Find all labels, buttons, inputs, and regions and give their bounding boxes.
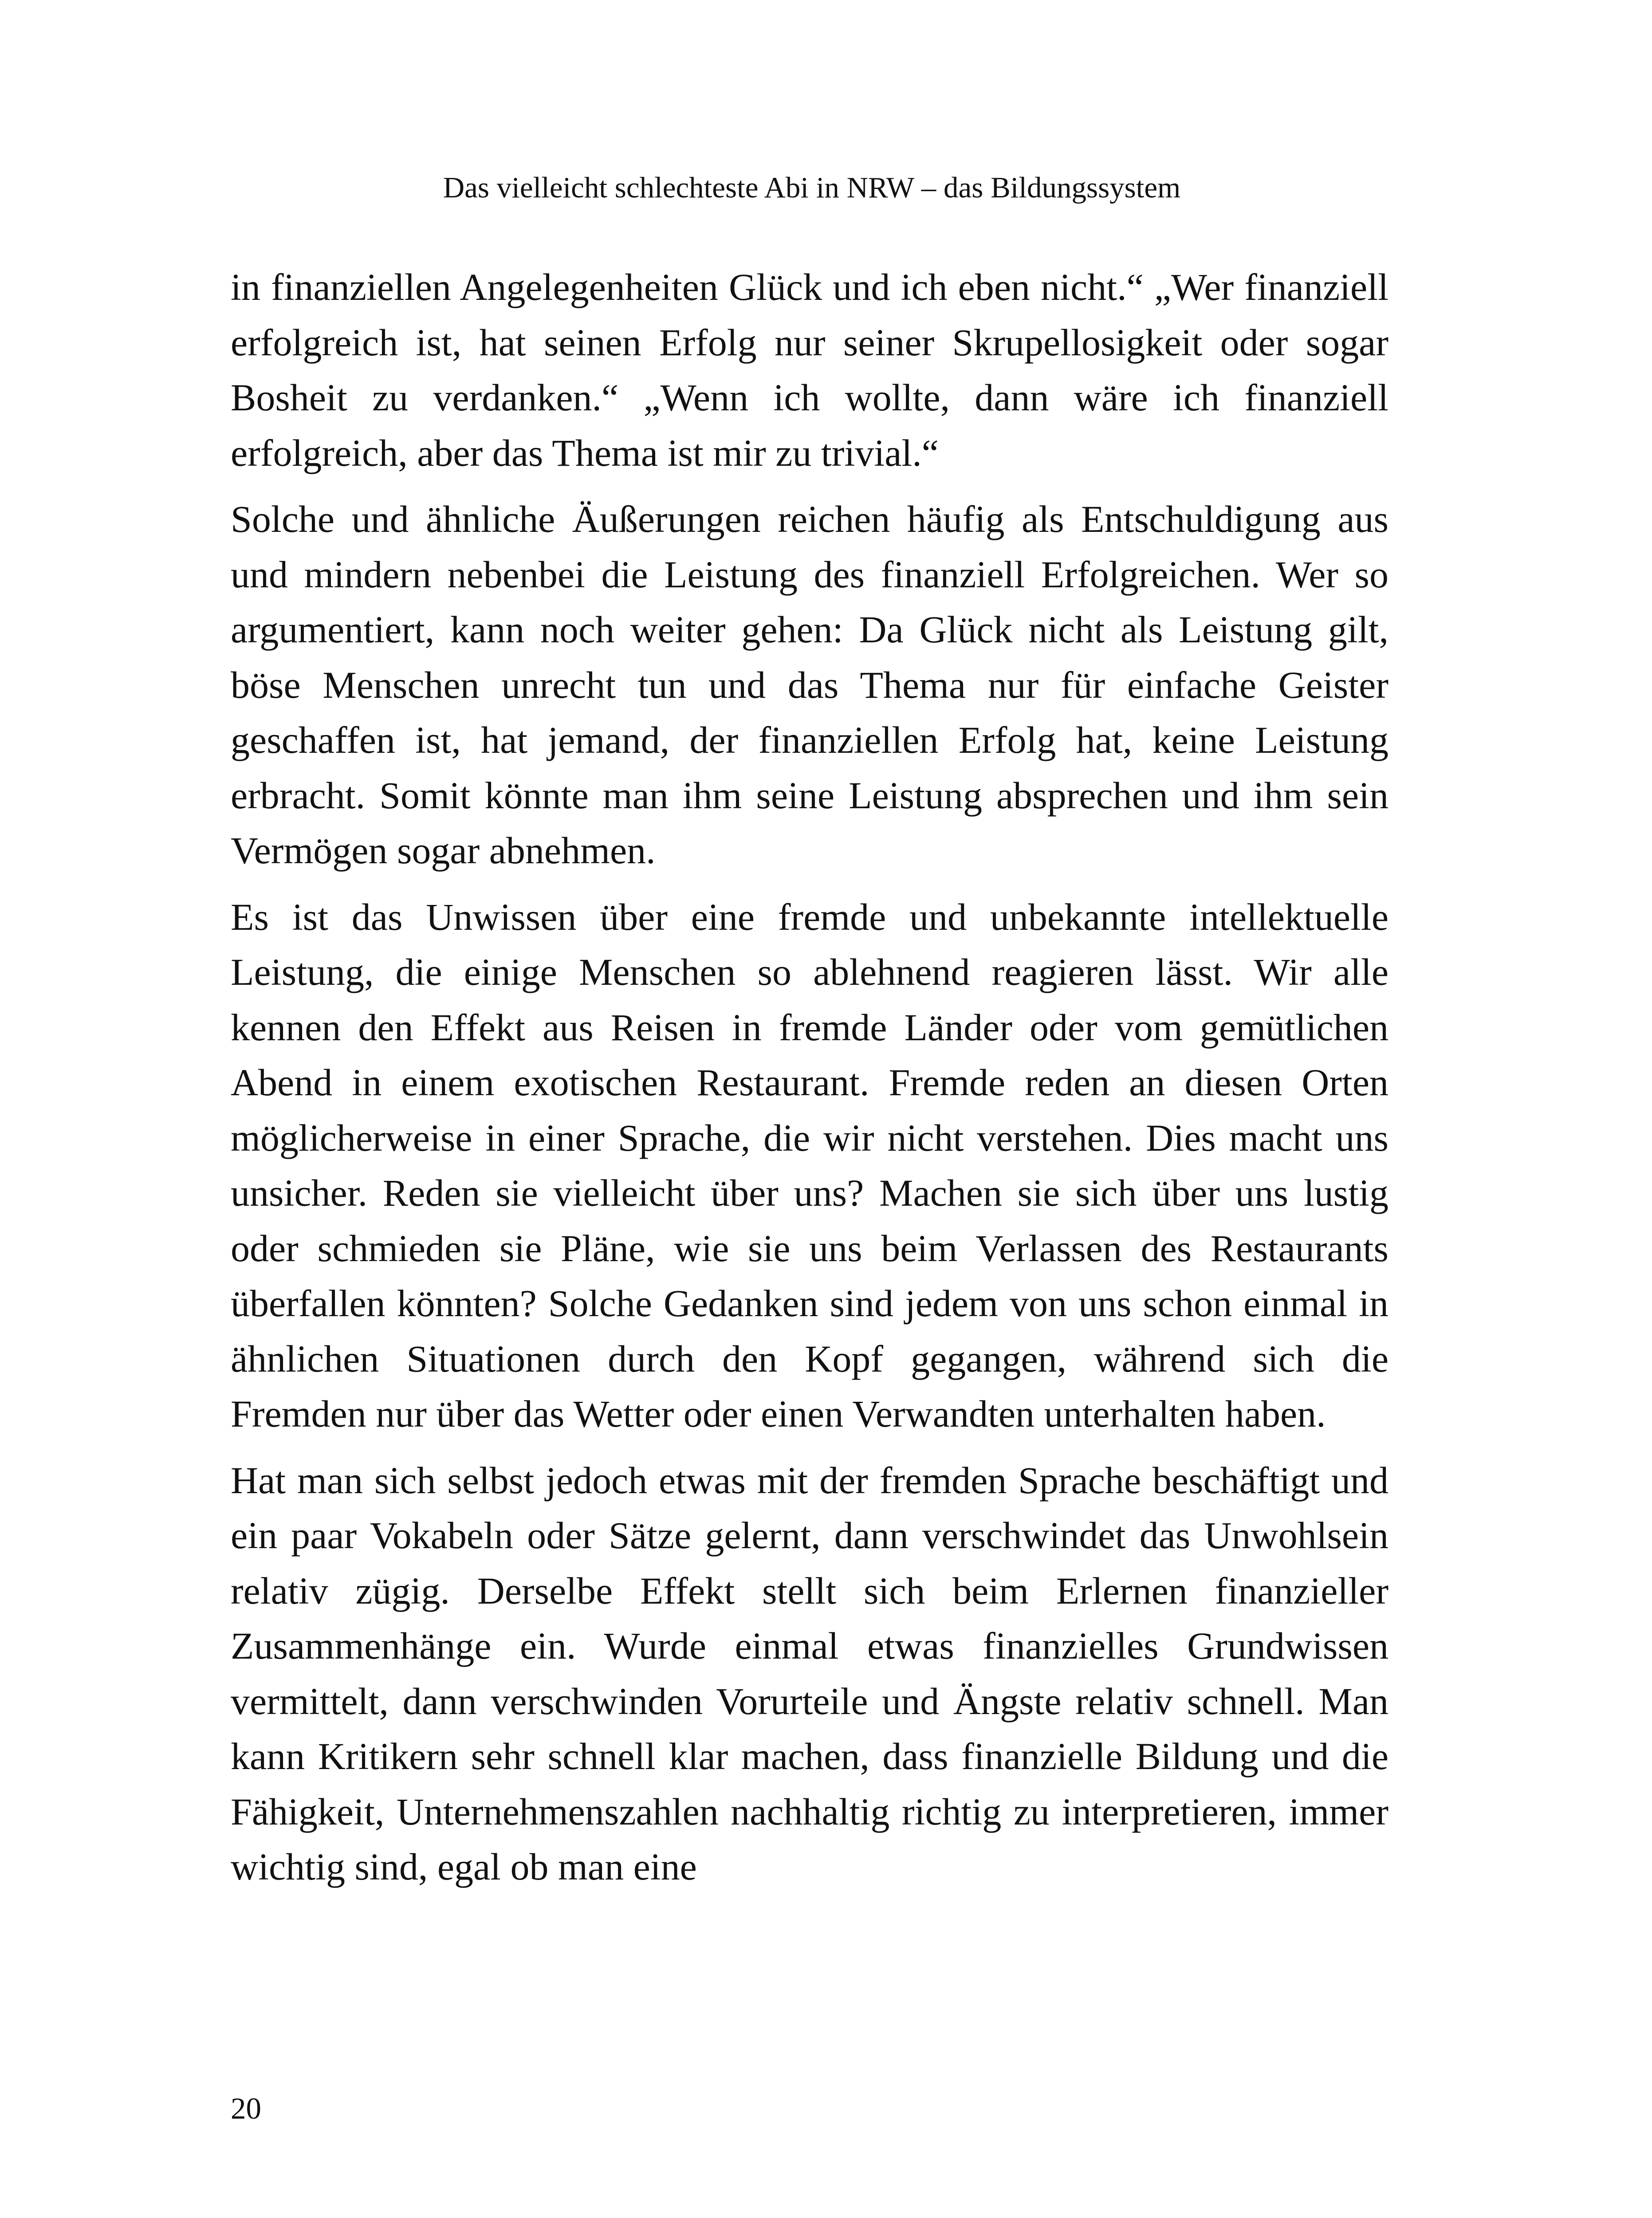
paragraph: in finanziellen Angelegenheiten Glück und ich eben nicht.“ „Wer finanziell erfolgreich ist, hat seinen Erfolg nur seiner Skrupellosigkeit oder sogar Bosheit zu verdanken.“ „Wenn ich wollte, dann wäre ich finanziell erfolgreich, aber das Thema ist mir zu trivial.“	[231, 266, 1388, 474]
paragraph: Es ist das Unwissen über eine fremde und unbekannte intellektuelle Leistung, die einige Menschen so ablehnend reagieren lässt. Wir alle kennen den Effekt aus Reisen in fremde Länder oder vom gemütlichen Abend in einem exotischen Restaurant. Fremde reden an diesen Orten möglicherweise in einer Sprache, die wir nicht verstehen. Dies macht uns unsicher. Reden sie vielleicht über uns? Machen sie sich über uns lustig oder schmieden sie Pläne, wie sie uns beim Verlassen des Restaurants überfallen könnten? Solche Gedanken sind jedem von uns schon einmal in ähnlichen Situationen durch den Kopf gegangen, während sich die Fremden nur über das Wetter oder einen Verwandten unterhalten haben.	[231, 895, 1388, 1435]
running-header: Das vielleicht schlechteste Abi in NRW – das Bildungssystem	[443, 171, 1181, 204]
page-number: 20	[231, 2092, 261, 2125]
body-text	[231, 260, 1388, 1906]
paragraph: Hat man sich selbst jedoch etwas mit der fremden Sprache beschäftigt und ein paar Vokabeln oder Sätze gelernt, dann verschwindet das Unwohlsein relativ zügig. Derselbe Effekt stellt sich beim Erlernen finanzieller Zusammenhänge ein. Wurde einmal etwas finanzielles Grundwissen vermittelt, dann verschwinden Vorurteile und Ängste relativ schnell. Man kann Kritikern sehr schnell klar machen, dass finanzielle Bildung und die Fähigkeit, Unternehmenszahlen nachhaltig richtig zu interpretieren, immer wichtig sind, egal ob man eine	[231, 1459, 1388, 1888]
paragraph: Solche und ähnliche Äußerungen reichen häufig als Entschuldigung aus und mindern nebenbei die Leistung des finanziell Erfolgreichen. Wer so argumentiert, kann noch weiter gehen: Da Glück nicht als Leistung gilt, böse Menschen unrecht tun und das Thema nur für einfache Geister geschaffen ist, hat jemand, der finanziellen Erfolg hat, keine Leistung erbracht. Somit könnte man ihm seine Leistung absprechen und ihm sein Vermögen sogar abnehmen.	[231, 498, 1388, 872]
